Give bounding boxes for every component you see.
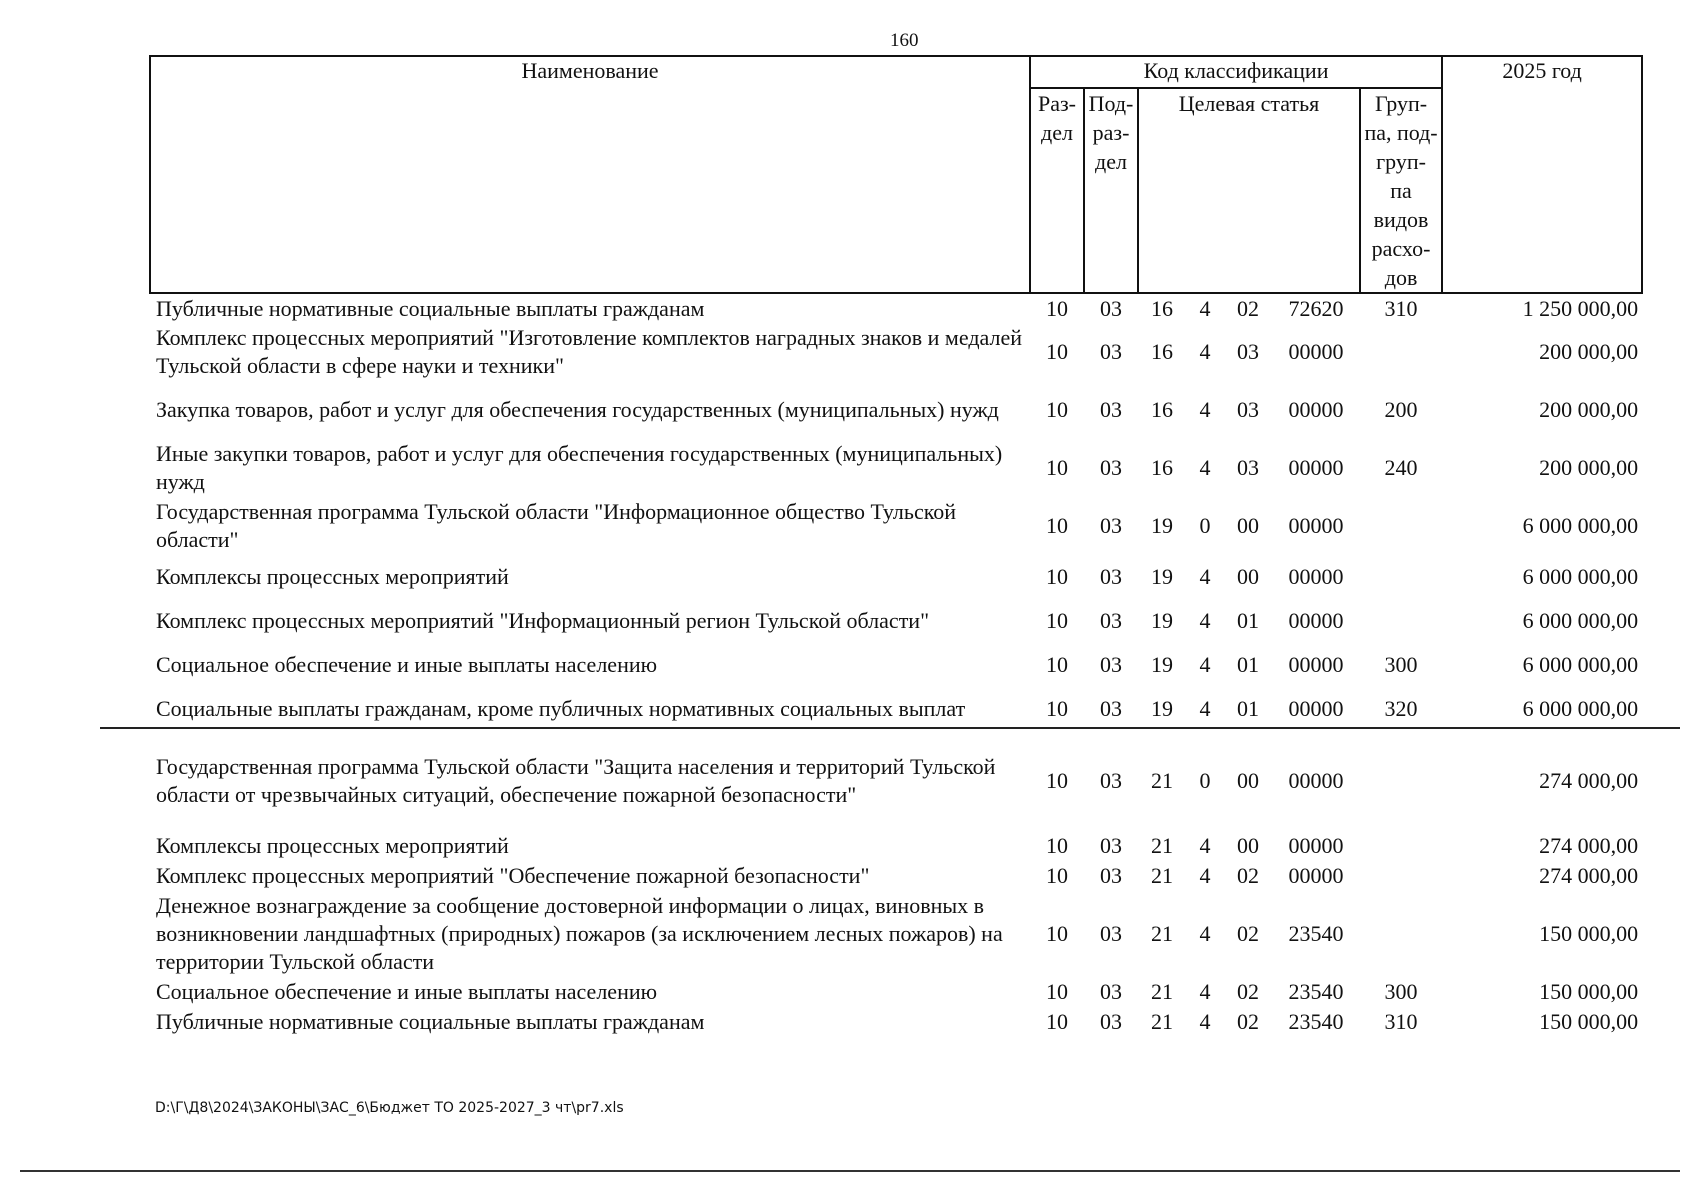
row-target-direction: 00000 (1288, 608, 1344, 633)
row-target-complex: 00 (1237, 833, 1259, 858)
row-target-complex: 02 (1237, 979, 1259, 1004)
row-group: 300 (1384, 652, 1418, 677)
row-name: Комплекс процессных мероприятий "Обеспечение пожарной безопасности" (156, 863, 870, 888)
row-podrazdel: 03 (1100, 339, 1122, 364)
row-name: Комплекс процессных мероприятий "Информационный регион Тульской области" (156, 608, 930, 633)
row-target-type: 4 (1199, 608, 1211, 633)
row-razdel: 10 (1046, 921, 1068, 946)
row-target-program: 19 (1151, 652, 1173, 677)
table-row (150, 891, 1642, 977)
row-podrazdel: 03 (1100, 979, 1122, 1004)
row-razdel: 10 (1046, 564, 1068, 589)
row-target-type: 4 (1199, 979, 1211, 1004)
row-target-program: 21 (1151, 1009, 1173, 1034)
table-row (150, 599, 1642, 643)
row-amount: 274 000,00 (1539, 833, 1639, 858)
row-target-program: 16 (1151, 295, 1173, 321)
row-target-program: 21 (1151, 863, 1173, 888)
row-group (1360, 497, 1442, 555)
row-group: 200 (1384, 397, 1418, 422)
row-amount: 6 000 000,00 (1522, 652, 1639, 677)
row-target-direction: 23540 (1288, 1009, 1344, 1034)
row-group: 320 (1384, 696, 1418, 721)
table-row (150, 439, 1642, 497)
row-podrazdel: 03 (1100, 397, 1122, 422)
table-row (150, 731, 1642, 831)
table-row (150, 977, 1642, 1007)
row-target-program: 19 (1151, 608, 1173, 633)
row-target-type: 4 (1199, 455, 1211, 480)
row-target-complex: 02 (1237, 863, 1259, 888)
row-target-program: 16 (1151, 455, 1173, 480)
header-year: 2025 год (1442, 56, 1642, 293)
footer-file-path: D:\Г\Д8\2024\ЗАКОНЫ\ЗАС_6\Бюджет ТО 2025-2027_3 чт\pr7.xls (155, 1100, 624, 1116)
bottom-rule (20, 1170, 1680, 1172)
row-razdel: 10 (1046, 863, 1068, 888)
row-razdel: 10 (1046, 339, 1068, 364)
row-podrazdel: 03 (1100, 513, 1122, 538)
row-name: Государственная программа Тульской области "Защита населения и территорий Тульской области от чрезвычайных ситуаций, обеспечение пожарной безопасности" (156, 754, 996, 807)
row-group: 300 (1384, 979, 1418, 1004)
row-name: Иные закупки товаров, работ и услуг для обеспечения государственных (муниципальных) нужд (156, 441, 1003, 494)
row-amount: 200 000,00 (1539, 397, 1639, 422)
row-group: 310 (1384, 1009, 1418, 1034)
row-name: Комплекс процессных мероприятий "Изготовление комплектов наградных знаков и медалей Тульской области в сфере науки и техники" (156, 325, 1022, 378)
row-name: Денежное вознаграждение за сообщение достоверной информации о лицах, виновных в возникновении ландшафтных (природных) пожаров (за исключением лесных пожаров) на территории Тульской области (156, 893, 1003, 974)
row-target-program: 16 (1151, 397, 1173, 422)
row-amount: 200 000,00 (1539, 455, 1639, 480)
row-group (1360, 891, 1442, 977)
row-target-direction: 00000 (1288, 455, 1344, 480)
row-target-direction: 00000 (1288, 652, 1344, 677)
row-target-complex: 02 (1237, 295, 1259, 321)
page-number: 160 (890, 30, 919, 51)
row-target-complex: 02 (1237, 921, 1259, 946)
table-row (150, 293, 1642, 323)
row-podrazdel: 03 (1100, 863, 1122, 888)
row-amount: 150 000,00 (1539, 979, 1639, 1004)
row-amount: 6 000 000,00 (1522, 696, 1639, 721)
table-row (150, 381, 1642, 439)
row-group (1360, 323, 1442, 381)
row-target-direction: 00000 (1288, 696, 1344, 721)
row-amount: 150 000,00 (1539, 921, 1639, 946)
table-body (150, 293, 1642, 1037)
row-podrazdel: 03 (1100, 696, 1122, 721)
row-amount: 6 000 000,00 (1522, 513, 1639, 538)
table-row (150, 831, 1642, 861)
row-target-program: 19 (1151, 564, 1173, 589)
row-podrazdel: 03 (1100, 608, 1122, 633)
row-target-type: 4 (1199, 696, 1211, 721)
row-name: Социальные выплаты гражданам, кроме публичных нормативных социальных выплат (156, 696, 966, 721)
row-name: Государственная программа Тульской области "Информационное общество Тульской области" (156, 499, 957, 552)
row-name: Социальное обеспечение и иные выплаты населению (156, 652, 658, 677)
row-amount: 6 000 000,00 (1522, 564, 1639, 589)
row-target-program: 21 (1151, 768, 1173, 793)
row-target-program: 16 (1151, 339, 1173, 364)
row-razdel: 10 (1046, 696, 1068, 721)
row-podrazdel: 03 (1100, 652, 1122, 677)
row-target-type: 4 (1199, 921, 1211, 946)
row-target-direction: 72620 (1288, 295, 1344, 321)
row-target-direction: 23540 (1288, 979, 1344, 1004)
row-amount: 200 000,00 (1539, 339, 1639, 364)
row-target-program: 21 (1151, 921, 1173, 946)
row-podrazdel: 03 (1100, 833, 1122, 858)
row-podrazdel: 03 (1100, 455, 1122, 480)
row-group (1360, 731, 1442, 831)
row-razdel: 10 (1046, 513, 1068, 538)
header-name: Наименование (150, 56, 1030, 293)
row-group (1360, 831, 1442, 861)
row-name: Закупка товаров, работ и услуг для обеспечения государственных (муниципальных) нужд (156, 397, 999, 422)
row-group (1360, 555, 1442, 599)
row-amount: 6 000 000,00 (1522, 608, 1639, 633)
table-row (150, 1007, 1642, 1037)
row-razdel: 10 (1046, 768, 1068, 793)
table-row (150, 861, 1642, 891)
budget-table (149, 55, 1643, 1037)
row-amount: 274 000,00 (1539, 863, 1639, 888)
row-target-direction: 00000 (1288, 564, 1344, 589)
row-target-complex: 03 (1237, 455, 1259, 480)
header-podrazdel: Под- раз- дел (1084, 88, 1138, 293)
row-target-complex: 01 (1237, 608, 1259, 633)
table-row (150, 497, 1642, 555)
row-target-direction: 00000 (1288, 339, 1344, 364)
row-podrazdel: 03 (1100, 921, 1122, 946)
row-amount: 1 250 000,00 (1522, 295, 1639, 321)
table-row (150, 643, 1642, 687)
row-target-type: 0 (1199, 768, 1211, 793)
row-podrazdel: 03 (1100, 768, 1122, 793)
row-razdel: 10 (1046, 652, 1068, 677)
row-target-type: 4 (1199, 295, 1211, 321)
table-row (150, 687, 1642, 731)
row-target-direction: 00000 (1288, 397, 1344, 422)
header-razdel: Раз- дел (1030, 88, 1084, 293)
row-name: Публичные нормативные социальные выплаты гражданам (156, 1009, 705, 1034)
row-amount: 274 000,00 (1539, 768, 1639, 793)
page-break-rule (100, 727, 1680, 729)
row-target-direction: 23540 (1288, 921, 1344, 946)
row-target-direction: 00000 (1288, 768, 1344, 793)
row-name: Социальное обеспечение и иные выплаты населению (156, 979, 658, 1004)
row-target-program: 21 (1151, 979, 1173, 1004)
table-header (150, 56, 1642, 293)
row-target-type: 4 (1199, 833, 1211, 858)
row-razdel: 10 (1046, 295, 1068, 321)
row-target-type: 0 (1199, 513, 1211, 538)
row-razdel: 10 (1046, 397, 1068, 422)
row-name: Публичные нормативные социальные выплаты гражданам (156, 295, 705, 321)
row-target-complex: 00 (1237, 513, 1259, 538)
row-podrazdel: 03 (1100, 295, 1122, 321)
row-target-type: 4 (1199, 339, 1211, 364)
row-target-type: 4 (1199, 863, 1211, 888)
row-target-complex: 02 (1237, 1009, 1259, 1034)
row-target-complex: 01 (1237, 652, 1259, 677)
row-target-type: 4 (1199, 397, 1211, 422)
row-target-direction: 00000 (1288, 513, 1344, 538)
row-target-complex: 00 (1237, 768, 1259, 793)
row-target-complex: 00 (1237, 564, 1259, 589)
row-razdel: 10 (1046, 455, 1068, 480)
row-target-complex: 03 (1237, 397, 1259, 422)
row-razdel: 10 (1046, 608, 1068, 633)
row-group: 310 (1384, 295, 1418, 321)
row-target-complex: 03 (1237, 339, 1259, 364)
row-podrazdel: 03 (1100, 564, 1122, 589)
row-target-type: 4 (1199, 1009, 1211, 1034)
row-target-direction: 00000 (1288, 863, 1344, 888)
row-target-type: 4 (1199, 652, 1211, 677)
row-target-program: 19 (1151, 513, 1173, 538)
table-row (150, 323, 1642, 381)
row-target-complex: 01 (1237, 696, 1259, 721)
row-target-program: 19 (1151, 696, 1173, 721)
row-name: Комплексы процессных мероприятий (156, 564, 509, 589)
row-group (1360, 599, 1442, 643)
row-target-type: 4 (1199, 564, 1211, 589)
row-razdel: 10 (1046, 833, 1068, 858)
header-classification: Код классификации (1030, 56, 1442, 88)
row-amount: 150 000,00 (1539, 1009, 1639, 1034)
row-target-program: 21 (1151, 833, 1173, 858)
table-row (150, 555, 1642, 599)
header-target: Целевая статья (1138, 88, 1360, 293)
row-group (1360, 861, 1442, 891)
row-name: Комплексы процессных мероприятий (156, 833, 509, 858)
row-group: 240 (1384, 455, 1418, 480)
row-podrazdel: 03 (1100, 1009, 1122, 1034)
row-razdel: 10 (1046, 979, 1068, 1004)
row-razdel: 10 (1046, 1009, 1068, 1034)
row-target-direction: 00000 (1288, 833, 1344, 858)
header-group: Груп- па, под- груп- па видов расхо- дов (1360, 88, 1442, 293)
